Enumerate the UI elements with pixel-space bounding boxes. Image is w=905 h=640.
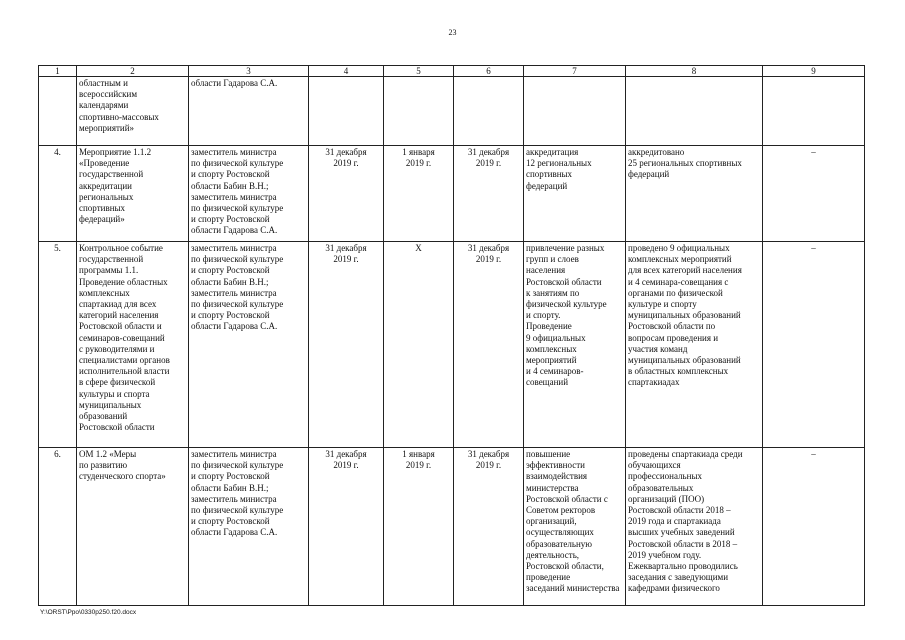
header-cell: 8 xyxy=(626,66,763,77)
fact-start-date: 1 января 2019 г. xyxy=(384,448,454,606)
header-cell: 2 xyxy=(77,66,189,77)
planned-result: повышение эффективности взаимодействия министерства Ростовской области с Советом ректоров организаций, осуществляющих образовательную деятельность, Ростовской области, проведение заседаний министерства xyxy=(524,448,626,606)
table-row xyxy=(39,77,865,146)
responsible-person: заместитель министра по физической культуре и спорту Ростовской области Бабин В.Н.; заместитель министра по физической культуре и спорту Ростовской области Гадарова С.А. xyxy=(189,448,309,606)
actual-result xyxy=(626,77,763,146)
event-name: областным и всероссийским календарями спортивно-массовых мероприятий» xyxy=(77,77,189,146)
reasons: – xyxy=(763,242,865,448)
row-number xyxy=(39,77,77,146)
header-cell: 3 xyxy=(189,66,309,77)
actual-result: проведено 9 официальных комплексных мероприятий для всех категорий населения и 4 семинара-совещания с органами по физической культуре и спорту муниципальных образований Ростовской области по вопросам проведения и участия команд муниципальных образований в областных комплексных спартакиадах xyxy=(626,242,763,448)
actual-result: аккредитовано 25 региональных спортивных федераций xyxy=(626,146,763,242)
planned-result: аккредитация 12 региональных спортивных федераций xyxy=(524,146,626,242)
fact-start-date: Х xyxy=(384,242,454,448)
table-header-row xyxy=(39,66,865,77)
fact-end-date: 31 декабря 2019 г. xyxy=(454,146,524,242)
event-name: ОМ 1.2 «Меры по развитию студенческого спорта» xyxy=(77,448,189,606)
planned-result: привлечение разных групп и слоев населения Ростовской области к занятиям по физической культуре и спорту. Проведение 9 официальных комплексных мероприятий и 4 семинаров- совещаний xyxy=(524,242,626,448)
responsible-person: заместитель министра по физической культуре и спорту Ростовской области Бабин В.Н.; заместитель министра по физической культуре и спорту Ростовской области Гадарова С.А. xyxy=(189,146,309,242)
fact-end-date: 31 декабря 2019 г. xyxy=(454,448,524,606)
page-number: 23 xyxy=(448,28,457,37)
responsible-person: заместитель министра по физической культуре и спорту Ростовской области Бабин В.Н.; заместитель министра по физической культуре и спорту Ростовской области Гадарова С.А. xyxy=(189,242,309,448)
plan-end-date: 31 декабря 2019 г. xyxy=(309,242,384,448)
responsible-person: области Гадарова С.А. xyxy=(189,77,309,146)
planned-result xyxy=(524,77,626,146)
table-row xyxy=(39,242,865,448)
plan-end-date: 31 декабря 2019 г. xyxy=(309,146,384,242)
event-name: Контрольное событие государственной программы 1.1. Проведение областных комплексных спартакиад для всех категорий населения Ростовской области и семинаров-совещаний с руководителями и специалистами органов исполнительной власти в сфере физической культуры и спорта муниципальных образований Ростовской области xyxy=(77,242,189,448)
table-row xyxy=(39,146,865,242)
header-cell: 1 xyxy=(39,66,77,77)
fact-end-date xyxy=(454,77,524,146)
header-cell: 5 xyxy=(384,66,454,77)
fact-start-date: 1 января 2019 г. xyxy=(384,146,454,242)
row-number: 4. xyxy=(39,146,77,242)
row-number: 6. xyxy=(39,448,77,606)
plan-end-date: 31 декабря 2019 г. xyxy=(309,448,384,606)
event-name: Мероприятие 1.1.2 «Проведение государственной аккредитации региональных спортивных федераций» xyxy=(77,146,189,242)
fact-start-date xyxy=(384,77,454,146)
header-cell: 9 xyxy=(763,66,865,77)
actual-result: проведены спартакиада среди обучающихся профессиональных образовательных организаций (ПОО) Ростовской области 2018 – 2019 года и спартакиада высших учебных заведений Ростовской области в 2018 – 2019 учебном году. Ежеквартально проводились заседания с заведующими кафедрами физического xyxy=(626,448,763,606)
fact-end-date: 31 декабря 2019 г. xyxy=(454,242,524,448)
header-cell: 6 xyxy=(454,66,524,77)
header-cell: 7 xyxy=(524,66,626,77)
reasons: – xyxy=(763,146,865,242)
plan-end-date xyxy=(309,77,384,146)
report-table xyxy=(38,65,865,606)
row-number: 5. xyxy=(39,242,77,448)
reasons: – xyxy=(763,448,865,606)
header-cell: 4 xyxy=(309,66,384,77)
footer-file-path: Y:\ORST\Ppo\0330p250.f20.docx xyxy=(40,609,137,616)
table-row xyxy=(39,448,865,606)
reasons xyxy=(763,77,865,146)
